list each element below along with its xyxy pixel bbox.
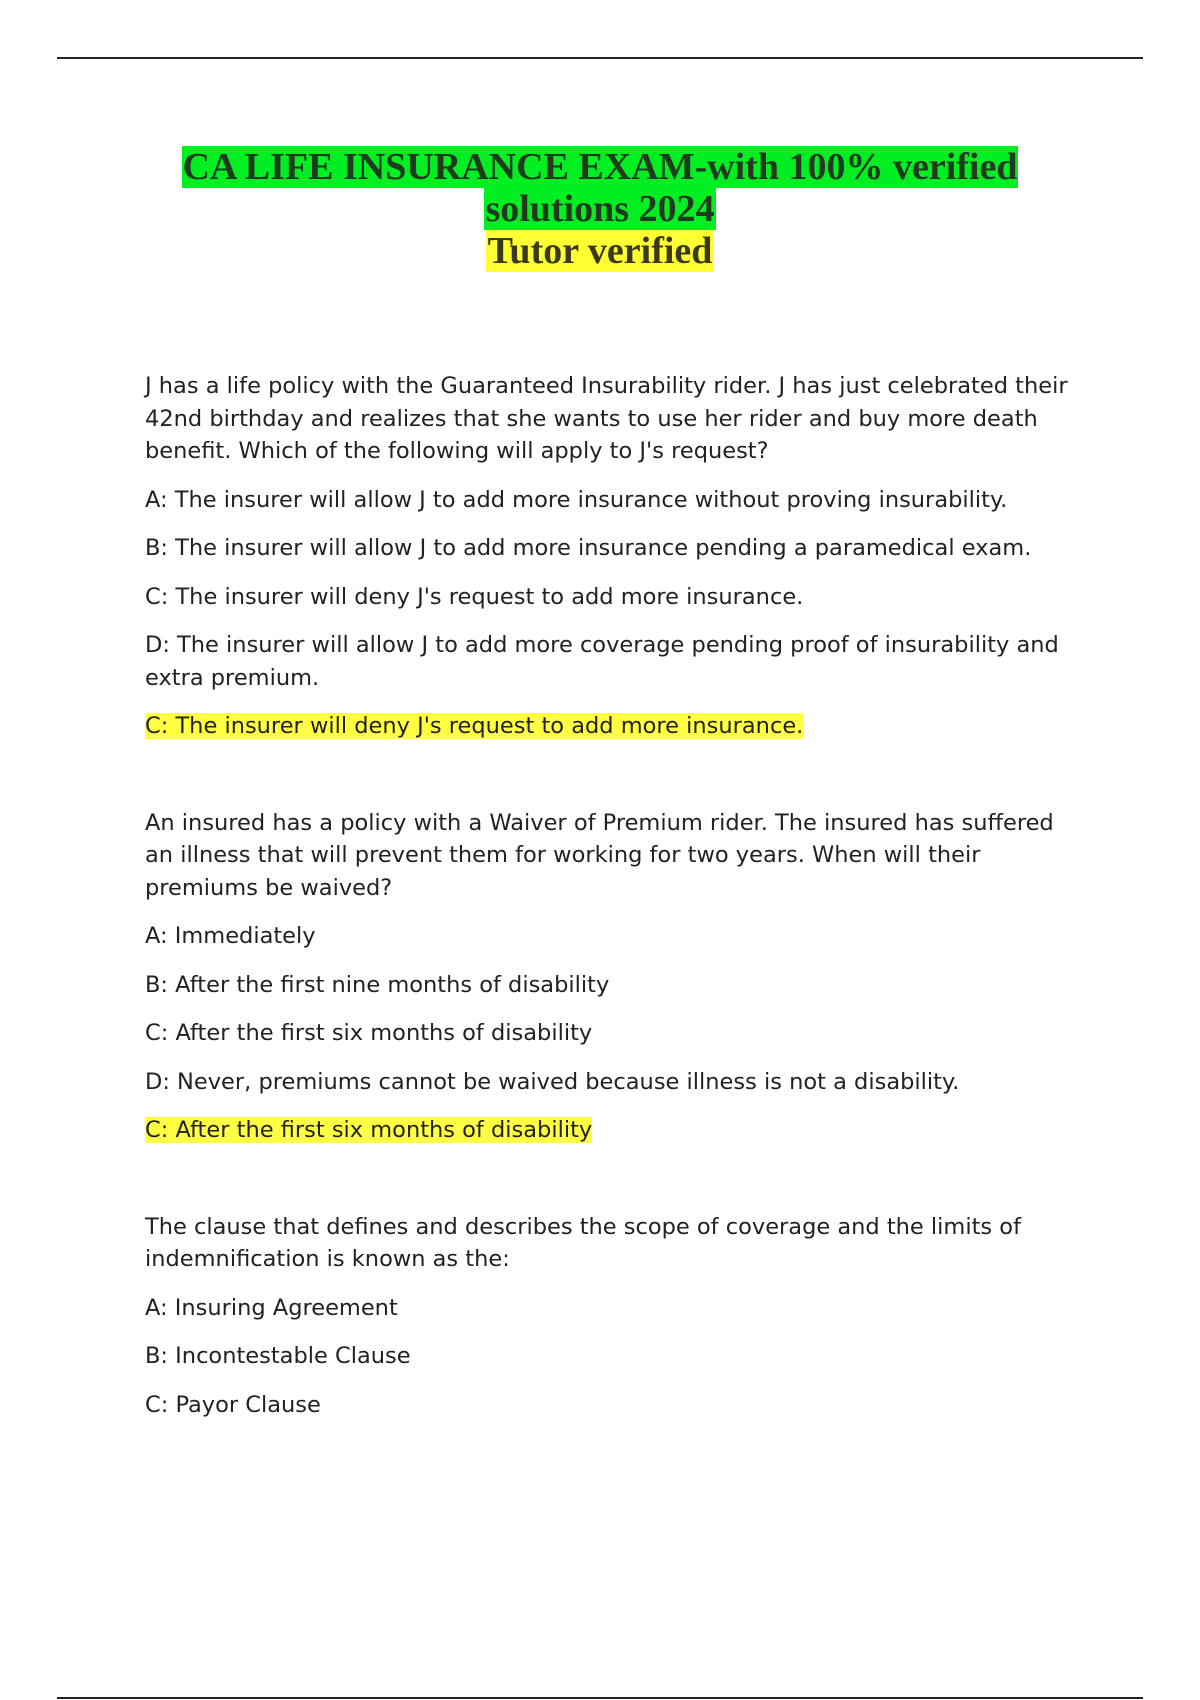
question-text: J has a life policy with the Guaranteed Insurability rider. J has just celebrated their 42nd birthday and realizes that she wants to use her rider and buy more death benefit. Which of the following will apply to J's request?	[145, 373, 1068, 464]
question-block-1	[145, 370, 1075, 743]
option-a: A: Immediately	[145, 923, 316, 949]
questions-content	[145, 370, 1075, 1421]
document-title	[0, 146, 1200, 272]
answer-highlight	[145, 710, 1075, 743]
option-b: B: After the first nine months of disability	[145, 971, 610, 998]
option-d: D: Never, premiums cannot be waived because illness is not a disability.	[145, 1068, 960, 1095]
option-b: B: The insurer will allow J to add more insurance pending a paramedical exam.	[145, 535, 1032, 561]
option-b: B: Incontestable Clause	[145, 1343, 411, 1369]
answer-text: C: After the first six months of disability	[145, 1117, 593, 1143]
question-block-3	[145, 1211, 1075, 1422]
question-block-2	[145, 807, 1075, 1147]
question-spacer	[145, 743, 1075, 807]
option-c: C: Payor Clause	[145, 1391, 321, 1418]
question-text: An insured has a policy with a Waiver of Premium rider. The insured has suffered an illness that will prevent them for working for two years. When will their premiums be waived?	[145, 809, 1054, 901]
option-a: A: The insurer will allow J to add more insurance without proving insurability.	[145, 486, 1008, 513]
option-c: C: The insurer will deny J's request to add more insurance.	[145, 583, 804, 610]
title-line-3: Tutor verified	[487, 230, 713, 272]
answer-text: C: The insurer will deny J's request to add more insurance.	[145, 713, 804, 739]
option-a: A: Insuring Agreement	[145, 1294, 398, 1321]
title-line-1: CA LIFE INSURANCE EXAM-with 100% verified	[182, 146, 1018, 188]
question-text: The clause that defines and describes the scope of coverage and the limits of indemnification is known as the:	[145, 1213, 1021, 1272]
bottom-rule	[57, 1697, 1143, 1699]
question-spacer	[145, 1147, 1075, 1211]
option-c: C: After the first six months of disability	[145, 1020, 593, 1046]
top-rule	[57, 57, 1143, 59]
answer-highlight	[145, 1114, 1075, 1147]
title-line-2: solutions 2024	[485, 188, 715, 230]
option-d: D: The insurer will allow J to add more coverage pending proof of insurability and extra premium.	[145, 632, 1059, 691]
